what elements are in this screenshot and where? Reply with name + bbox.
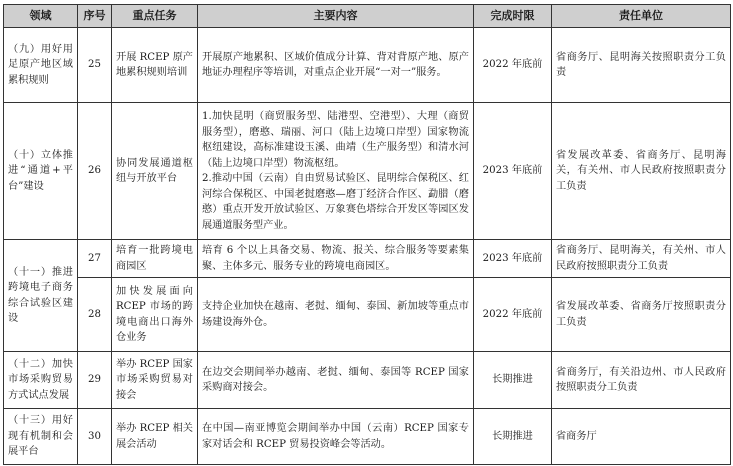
page (3, 4, 731, 465)
number-cell: 26 (78, 103, 112, 240)
number-cell: 30 (78, 409, 112, 465)
number-cell: 29 (78, 352, 112, 409)
table-row (4, 278, 731, 352)
number-cell: 27 (78, 240, 112, 278)
task-cell: 举办 RCEP 国家市场采购贸易对接会 (112, 352, 198, 409)
header-content: 主要内容 (198, 5, 474, 28)
content-paragraph: 2.推动中国（云南）自由贸易试验区、昆明综合保税区、红河综合保税区、中国老挝磨憨—磨丁经济合作区、勐腊（磨憨）重点开发开放试验区、万象赛色塔综合开发区等园区发展通道服务型产业。 (202, 173, 469, 231)
responsible-unit-cell: 省商务厅、昆明海关按照职责分工负责 (552, 28, 731, 103)
task-cell: 开展 RCEP 原产地累积规则培训 (112, 28, 198, 103)
table-row (4, 240, 731, 278)
content-paragraph: 1.加快昆明（商贸服务型、陆港型、空港型）、大理（商贸服务型），磨憨、瑞丽、河口（陆上边境口岸型）国家物流枢纽建设，高标准建设玉溪、曲靖（生产服务型）和清水河（陆上边境口岸型）物流枢纽。 (202, 111, 469, 169)
table-row (4, 352, 731, 409)
domain-cell: （九）用好用足原产地区域累积规则 (4, 28, 78, 103)
deadline-cell: 长期推进 (474, 352, 552, 409)
deadline-cell: 2022 年底前 (474, 28, 552, 103)
task-cell: 加快发展面向 RCEP 市场的跨境电商出口海外仓业务 (112, 278, 198, 352)
content-paragraph: 开展原产地累积、区域价值成分计算、背对背原产地、原产地证办理程序等培训，对重点企业开展“一对一”服务。 (202, 51, 469, 78)
content-cell (198, 28, 474, 103)
responsible-unit-cell: 省商务厅、昆明海关，有关州、市人民政府按照职责分工负责 (552, 240, 731, 278)
table-row (4, 28, 731, 103)
responsible-unit-cell: 省发展改革委、省商务厅按照职责分工负责 (552, 278, 731, 352)
content-cell (198, 240, 474, 278)
header-unit: 责任单位 (552, 5, 731, 28)
content-paragraph: 支持企业加快在越南、老挝、缅甸、泰国、新加坡等重点市场建设海外仓。 (202, 301, 469, 328)
deadline-cell: 2023 年底前 (474, 103, 552, 240)
content-paragraph: 在中国—南亚博览会期间举办中国（云南）RCEP 国家专家对话会和 RCEP 贸易投资峰会等活动。 (202, 423, 469, 450)
content-paragraph: 培育 6 个以上具备交易、物流、报关、综合服务等要素集聚、主体多元、服务专业的跨境电商园区。 (202, 245, 469, 272)
header-domain: 领域 (4, 5, 78, 28)
domain-cell: （十一）推进跨境电子商务综合试验区建设 (4, 240, 78, 352)
table-row (4, 409, 731, 465)
domain-cell: （十二）加快市场采购贸易方式试点发展 (4, 352, 78, 409)
header-time: 完成时限 (474, 5, 552, 28)
task-table (3, 4, 731, 465)
deadline-cell: 长期推进 (474, 409, 552, 465)
number-cell: 28 (78, 278, 112, 352)
deadline-cell: 2022 年底前 (474, 278, 552, 352)
content-cell (198, 103, 474, 240)
content-cell (198, 409, 474, 465)
number-cell: 25 (78, 28, 112, 103)
table-row (4, 103, 731, 240)
table-header-row (4, 5, 731, 28)
task-cell: 举办 RCEP 相关展会活动 (112, 409, 198, 465)
domain-cell: （十三）用好现有机制和会展平台 (4, 409, 78, 465)
responsible-unit-cell: 省商务厅 (552, 409, 731, 465)
header-no: 序号 (78, 5, 112, 28)
domain-cell: （十）立体推进“通道+平台”建设 (4, 103, 78, 240)
responsible-unit-cell: 省商务厅，有关沿边州、市人民政府按照职责分工负责 (552, 352, 731, 409)
task-cell: 培育一批跨境电商园区 (112, 240, 198, 278)
deadline-cell: 2023 年底前 (474, 240, 552, 278)
task-cell: 协同发展通道枢纽与开放平台 (112, 103, 198, 240)
content-cell (198, 278, 474, 352)
header-task: 重点任务 (112, 5, 198, 28)
content-cell (198, 352, 474, 409)
content-paragraph: 在边交会期间举办越南、老挝、缅甸、泰国等 RCEP 国家采购商对接会。 (202, 366, 469, 393)
responsible-unit-cell: 省发展改革委、省商务厅、昆明海关，有关州、市人民政府按照职责分工负责 (552, 103, 731, 240)
